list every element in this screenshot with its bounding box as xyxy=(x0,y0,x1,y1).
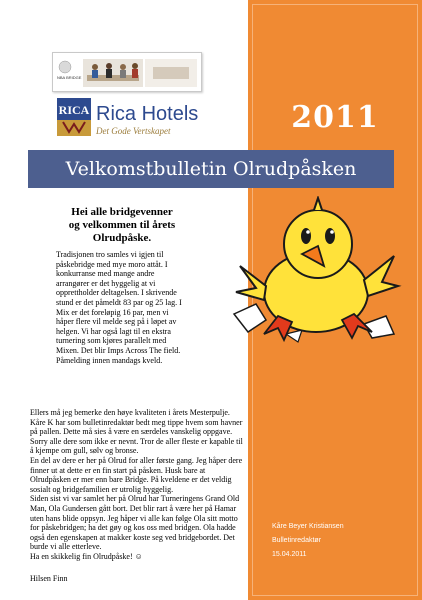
headline-line-3: Olrudpåske. xyxy=(92,232,152,244)
article-body xyxy=(30,408,244,562)
bridge-header-image xyxy=(52,52,202,92)
year-title: 2011 xyxy=(291,100,379,135)
sidebar-info xyxy=(272,520,344,562)
bulletin-title: Velkomstbulletin Olrudpåsken xyxy=(65,158,357,180)
bulletin-date: 15.04.2011 xyxy=(272,551,307,558)
article-paragraph: Siden sist vi var samlet her på Olrud har Turneringens Grand Old Man, Ola Gundersen gått bort. Det blir rart å være her på Hamar uten hans blide oppsyn. Jeg håper vi alle kan følge Ola sitt motto for påskebridgen; ha det gøy og kos oss med bridgen. Ola hadde også den egenskapen at makker koste seg ved bridgebordet. Det burde vi alle etterleve. xyxy=(30,494,240,552)
article-paragraph: Ellers må jeg bemerke den høye kvaliteten i årets Mesterpulje. Kåre K har som bulletinredaktør bedt meg tippe hvem som havner på pallen. Dette må sies å være en særdeles vanskelig oppgave. Sorry alle dere som ikke er nevnt. Tror de aller fleste er kapable til å kjempe om gull, sølv og bronse. xyxy=(30,408,243,456)
easter-chick-illustration xyxy=(226,196,402,346)
title-banner xyxy=(28,150,394,188)
article-paragraph: En del av dere er her på Olrud for aller første gang. Jeg håper dere finner ut at dette er en fin start på påsken. Husk bare at Olrudpåsken er mer enn bare Bridge. På kveldene er det veldig sosialt og bridgefamilien er utrolig hyggelig. xyxy=(30,455,243,494)
author-role: Bulletinredaktør xyxy=(272,537,322,544)
rica-logo-letters: RICA xyxy=(58,103,90,117)
intro-paragraph: Tradisjonen tro samles vi igjen til påskebridge med mye moro attåt. I konkurranse med mange andre arrangører er det hyggelig at vi opprettholder deltagelsen. I skrivende stund er det påmeldt 83 par og 25 lag. I Mix er det foreløpig 16 par, men vi håper flere vil melde seg på i løpet av helgen. Vi har også lagt til en ekstra turnering som kjøres parallelt med Mixen. Det blir Imps Across The field. Påmelding innen mandags kveld. xyxy=(56,250,182,365)
author-name: Kåre Beyer Kristiansen xyxy=(272,523,344,530)
hotel-tagline: Det Gode Vertskapet xyxy=(96,126,171,136)
bridge-players-photo xyxy=(53,53,201,91)
welcome-headline xyxy=(30,206,214,245)
logo-small-text: NBA BRIDGE xyxy=(57,75,82,80)
headline-line-2: og velkommen til årets xyxy=(68,219,176,231)
article-paragraph: Ha en skikkelig fin Olrudpåske! ☺ xyxy=(30,551,143,561)
headline-line-1: Hei alle bridgevenner xyxy=(71,206,173,218)
hotel-name: Rica Hotels xyxy=(96,103,199,125)
signoff: Hilsen Finn xyxy=(30,574,68,583)
